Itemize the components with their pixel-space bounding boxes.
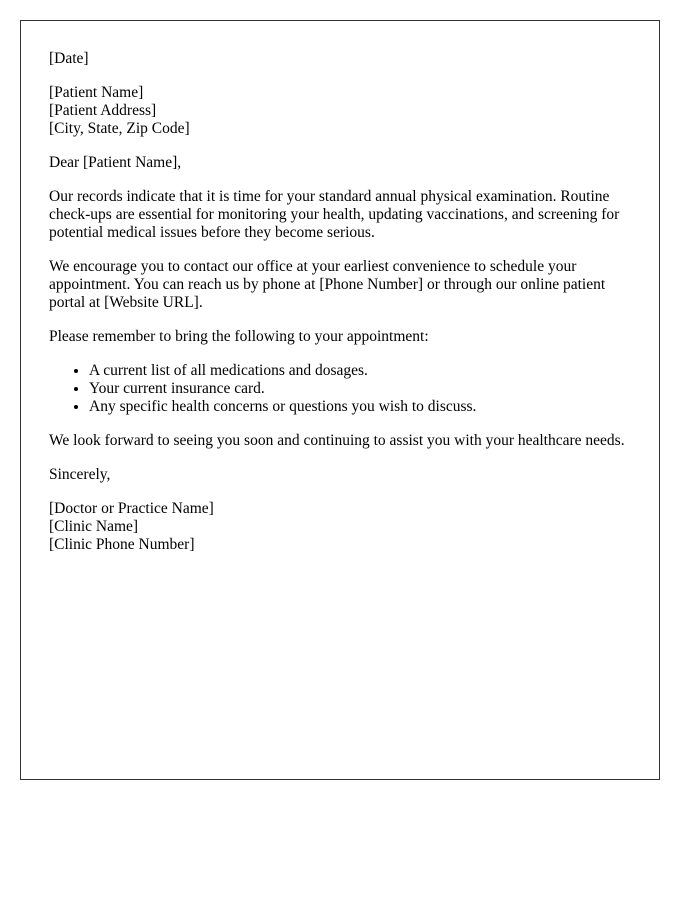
- recipient-address-block: [49, 84, 631, 138]
- signature-doctor: [Doctor or Practice Name]: [49, 500, 214, 517]
- body-paragraph-contact: We encourage you to contact our office at your earliest convenience to schedule your appointment. You can reach us by phone at [Phone Number] or through our online patient portal at [Website URL].: [49, 258, 606, 311]
- checklist-item: • A current list of all medications and dosages.: [89, 362, 631, 380]
- salutation: Dear [Patient Name],: [49, 154, 182, 171]
- checklist-item: • Any specific health concerns or questions you wish to discuss.: [89, 398, 631, 416]
- body-paragraph-intro: Our records indicate that it is time for your standard annual physical examination. Routine check-ups are essential for monitoring your health, updating vaccinations, and screening for potential medical issues before they become serious.: [49, 188, 620, 241]
- signature-phone: [Clinic Phone Number]: [49, 536, 195, 553]
- appointment-checklist: [49, 362, 631, 416]
- signature-block: [49, 500, 631, 554]
- recipient-name: [Patient Name]: [49, 84, 144, 101]
- recipient-address: [Patient Address]: [49, 102, 157, 119]
- letter-page: [20, 20, 660, 780]
- recipient-city-state-zip: [City, State, Zip Code]: [49, 120, 190, 137]
- date-line: [Date]: [49, 50, 89, 67]
- signature-clinic: [Clinic Name]: [49, 518, 139, 535]
- closing: Sincerely,: [49, 466, 111, 483]
- checklist-item: • Your current insurance card.: [89, 380, 631, 398]
- body-paragraph-reminder: Please remember to bring the following to your appointment:: [49, 328, 429, 345]
- closing-paragraph: We look forward to seeing you soon and continuing to assist you with your healthcare needs.: [49, 432, 625, 449]
